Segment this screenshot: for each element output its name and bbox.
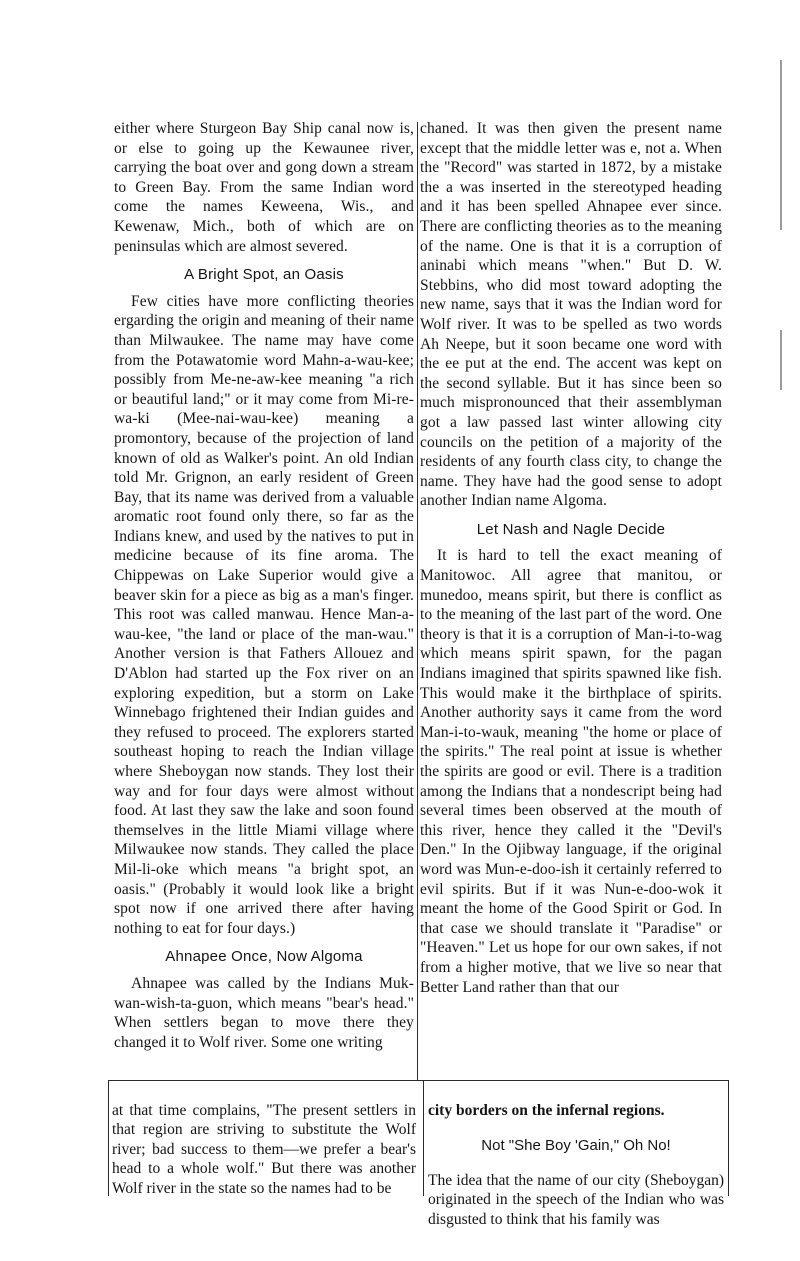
- scan-edge-mark: [780, 330, 782, 390]
- paragraph: The idea that the name of our city (Sheboygan) originated in the speech of the Indian who was disgusted to think that his family was: [428, 1171, 724, 1228]
- right-column: [420, 119, 722, 997]
- bottom-right-box: [428, 1085, 724, 1245]
- paragraph: either where Sturgeon Bay Ship canal now is, or else to going up the Kewaunee river, carrying the boat over and gong down a stream to Green Bay. From the same Indian word come the names Keweena, Wis., and Kewenaw, Mich., both of which are on peninsulas which are almost severed.: [114, 120, 414, 255]
- section-heading: Not "She Boy 'Gain," Oh No!: [481, 1136, 671, 1154]
- box-border-left: [108, 1080, 109, 1196]
- paragraph: city borders on the infernal regions.: [428, 1101, 665, 1119]
- scan-edge-mark: [780, 60, 782, 230]
- paragraph: It is hard to tell the exact meaning of Manitowoc. All agree that manitou, or munedoo, means spirit, but there is conflict as to the meaning of the last part of the word. One theory is that it is a corruption of Man-i-to-wag which means spirit spawn, for the pagan Indians imagined that spirits spawned like fish. This would make it the birthplace of spirits. Another authority says it came from the word Man-i-to-wauk, meaning "the home or place of the spirits." The real point at issue is whether the spirits are good or evil. There is a tradition among the Indians that a nondescript being had several times been observed at the mouth of this river, hence they called it the "Devil's Den." In the Ojibway language, if the original word was Mun-e-doo-ish it certainly referred to evil spirits. But if it was Nun-e-doo-wok it meant the home of the Good Spirit or God. In that case we should translate it "Paradise" or "Heaven." Let us hope for our own sakes, if not from a higher motive, that we live so near that Better Land rather than that our: [420, 547, 722, 996]
- section-rule: [108, 1080, 728, 1081]
- bottom-left-box: [112, 1085, 416, 1214]
- paragraph: Few cities have more conflicting theories ergarding the origin and meaning of their name than Milwaukee. The name may have come from the Potawatomie word Mahn-a-wau-kee; possibly from Me-ne-aw-kee meaning "a rich or beautiful land;" or it may come from Mi-re-wa-ki (Mee-nai-wau-kee) meaning a promontory, because of the projection of land known of old as Walker's point. An old Indian told Mr. Grignon, an early resident of Green Bay, that its name was derived from a valuable aromatic root found only there, so far as the Indians knew, and used by the natives to put in medicine because of its fine aroma. The Chippewas on Lake Superior would give a beaver skin for a piece as big as a man's finger. This root was called manwau. Hence Man-a-wau-kee, "the land or place of the man-wau." Another version is that Fathers Allouez and D'Ablon had started up the Fox river on an exploring expedition, but a storm on Lake Winnebago frightened their Indian guides and they refused to proceed. The explorers started southeast hoping to reach the Indian village where Sheboygan now stands. They lost their way and for four days were almost without food. At last they saw the lake and soon found themselves in the little Miami village where Milwaukee now stands. They called the place Mil-li-oke which means "a bright spot, an oasis." (Probably it would look like a bright spot now if one arrived there after having nothing to eat for four days.): [114, 292, 414, 937]
- paragraph: Ahnapee was called by the Indians Muk-wan-wish-ta-guon, which means "bear's head." When settlers began to move there they changed it to Wolf river. Some one writing: [114, 974, 414, 1051]
- box-border-middle: [423, 1080, 424, 1196]
- paragraph: chaned. It was then given the present name except that the middle letter was e, not a. When the "Record" was started in 1872, by a mistake the a was inserted in the stereotyped heading and it has been spelled Ahnapee ever since. There are conflicting theories as to the meaning of the name. One is that it is a corruption of aninabi which means "when." But D. W. Stebbins, who did most toward adopting the new name, says that it was the Indian word for Wolf river. It was to be spelled as two words Ah Neepe, but it soon became one word with the ee put at the end. The accent was kept on the second syllable. But it has since been so much mispronounced that their assemblyman got a law passed last winter allowing city councils on the petition of a majority of the residents of any fourth class city, to change the name. They have had the good sense to adopt another Indian name Algoma.: [420, 120, 722, 510]
- section-heading: Ahnapee Once, Now Algoma: [165, 948, 363, 966]
- left-column: [114, 119, 414, 1052]
- box-border-right: [728, 1080, 729, 1196]
- section-heading: A Bright Spot, an Oasis: [184, 266, 344, 284]
- section-heading: Let Nash and Nagle Decide: [476, 520, 666, 538]
- column-divider: [417, 122, 418, 1080]
- paragraph: at that time complains, "The present settlers in that region are striving to substitute the Wolf river; bad success to them—we prefer a bear's head to a whole wolf." But there was another Wolf river in the state so the names had to be: [112, 1101, 416, 1197]
